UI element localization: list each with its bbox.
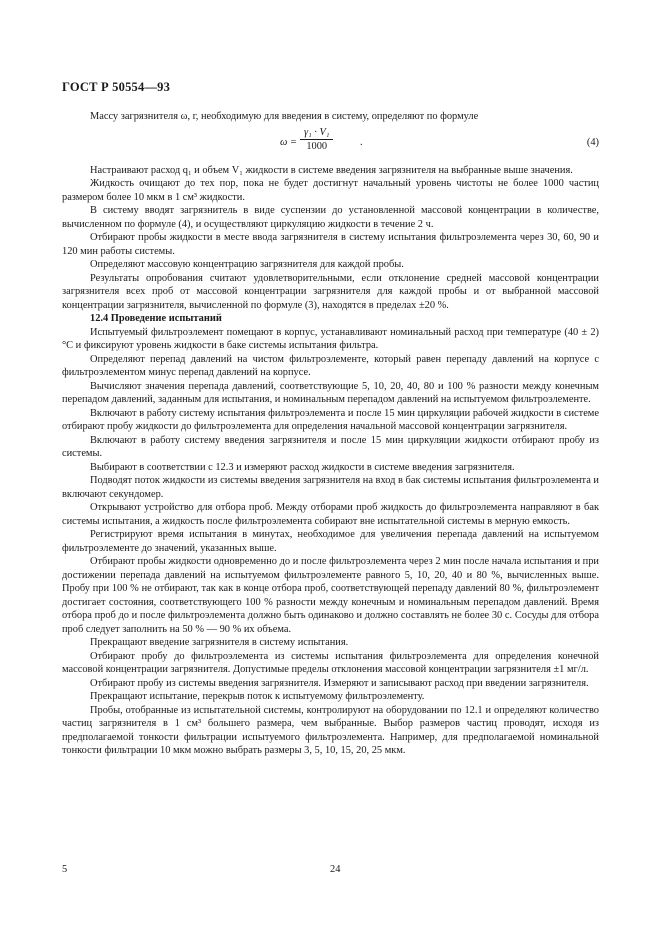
paragraph: Выбирают в соответствии с 12.3 и измеряют расход жидкости в системе введения загрязнителя.: [90, 461, 515, 473]
formula-fraction: [300, 126, 333, 153]
paragraph: Отбирают пробы жидкости в месте ввода загрязнителя в систему испытания фильтроэлемента через 30, 60, 90 и 120 мин работы системы.: [62, 232, 599, 257]
formula-numerator: γ₁ · V₁: [300, 126, 333, 140]
paragraph: Настраивают расход q₁ и объем V₁ жидкости в системе введения загрязнителя на выбранные выше значения.: [90, 164, 573, 176]
paragraph: Открывают устройство для отбора проб. Между отборами проб жидкость до фильтроэлемента направляют в бак системы испытания, а жидкость после фильтроэлемента собирают вне испытательной системы в мерную емкость.: [62, 502, 599, 527]
formula-lhs: ω =: [280, 136, 297, 148]
document-header: ГОСТ Р 50554—93: [62, 80, 171, 94]
paragraph: Жидкость очищают до тех пор, пока не будет достигнут начальный уровень чистоты не более 1000 частиц размером более 10 мкм в 1 см³ жидкости.: [62, 178, 599, 203]
document-body: [62, 110, 599, 758]
paragraph: Отбирают пробы жидкости одновременно до и после фильтроэлемента через 2 мин после начала испытания и при достижении перепада давлений на испытуемом фильтроэлементе равного 5, 10, 20, 40 и 80 %, вычисленных выше. Пробу при 100 % не отбирают, так как в конце отбора проб, соответствующей перепаду давлений 80 %, фильтроэлемент достигает состояния, соответствующего 100 % разности между конечным и номинальным перепадом давлений. Время отбора проб до и после фильтроэлемента должно быть одинаково и должно составлять не более 30 с. Сосуды для отбора проб следует заполнить на 50 % — 90 % их объема.: [62, 556, 599, 635]
paragraph: Прекращают испытание, перекрыв поток к испытуемому фильтроэлементу.: [90, 691, 425, 702]
paragraph: Определяют перепад давлений на чистом фильтроэлементе, который равен перепаду давлений на корпусе с фильтроэлементом минус перепад давлений на корпусе.: [62, 353, 599, 378]
paragraph: Результаты опробования считают удовлетворительными, если отклонение средней массовой концентрации загрязнителя всех проб от массовой концентрации загрязнителя для каждой пробы и от выбранной массовой концентрации загрязнителя, вычисленной по формуле (3), находятся в пределах ±20 %.: [62, 272, 599, 311]
paragraph: Отбирают пробу из системы введения загрязнителя. Измеряют и записывают расход при введении загрязнителя.: [90, 677, 589, 689]
section-heading: 12.4 Проведение испытаний: [90, 313, 222, 324]
paragraph: Включают в работу систему испытания фильтроэлемента и после 15 мин циркуляции рабочей жидкости в системе отбирают пробу жидкости до фильтроэлемента для определения начальной массовой концентрации загрязнителя.: [62, 407, 599, 432]
page-number: 24: [330, 864, 341, 875]
formula-4: [62, 126, 599, 158]
paragraph: Отбирают пробу до фильтроэлемента из системы испытания фильтроэлемента для определения конечной массовой концентрации загрязнителя. Допустимые пределы отклонения массовой концентрации загрязнителя ±1 мг/л.: [62, 650, 599, 675]
paragraph: Определяют массовую концентрацию загрязнителя для каждой пробы.: [90, 259, 404, 270]
paragraph: Массу загрязнителя ω, г, необходимую для введения в систему, определяют по формуле: [90, 111, 479, 122]
paragraph: Пробы, отобранные из испытательной системы, контролируют на оборудовании по 12.1 и определяют количество частиц загрязнителя в 1 см³ большего размера, чем выбранные. Выбор размеров частиц проводят, исходя из предполагаемой тонкости фильтрации испытуемого фильтроэлемента. Например, для предполагаемой номинальной тонкости фильтрации 10 мкм можно выбрать размеры 3, 5, 10, 15, 20, 25 мкм.: [62, 704, 599, 756]
formula-denominator: 1000: [306, 140, 328, 152]
paragraph: Регистрируют время испытания в минутах, необходимое для увеличения перепада давлений на испытуемом фильтроэлементе до значений, указанных выше.: [62, 529, 599, 554]
paragraph: Испытуемый фильтроэлемент помещают в корпус, устанавливают номинальный расход при температуре (40 ± 2) °С и фиксируют уровень жидкости в баке системы испытания фильтра.: [62, 326, 599, 351]
footer-left-mark: 5: [62, 864, 68, 875]
paragraph: Прекращают введение загрязнителя в систему испытания.: [90, 637, 349, 648]
paragraph: Включают в работу систему введения загрязнителя и после 15 мин циркуляции жидкости отбирают пробу из системы.: [62, 434, 599, 459]
paragraph: Вычисляют значения перепада давлений, соответствующие 5, 10, 20, 40, 80 и 100 % разности между конечным перепадом давлений, заданным для испытания, и номинальным перепадом давлений на испытуемом фильтроэлементе.: [62, 380, 599, 405]
paragraph: Подводят поток жидкости из системы введения загрязнителя на вход в бак системы испытания фильтроэлемента и включают секундомер.: [62, 475, 599, 500]
formula-number: (4): [586, 136, 599, 148]
formula-tail: .: [360, 136, 363, 148]
paragraph: В систему вводят загрязнитель в виде суспензии до установленной массовой концентрации в количестве, вычисленном по формуле (4), и осуществляют циркуляцию жидкости в течение 2 ч.: [62, 205, 599, 230]
